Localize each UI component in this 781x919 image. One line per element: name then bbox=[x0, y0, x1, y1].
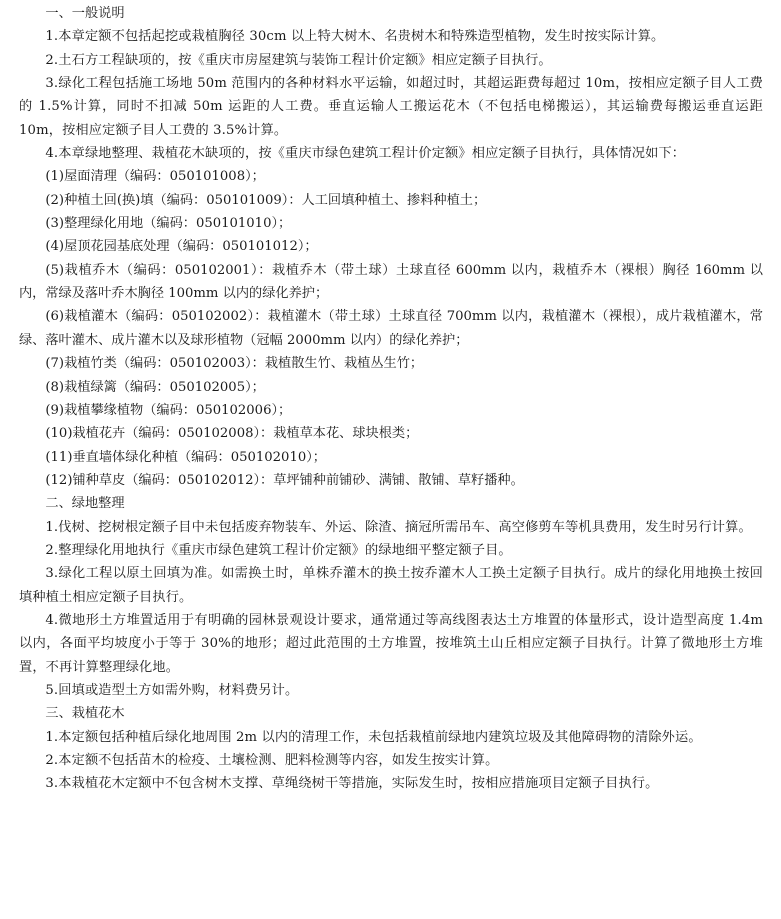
paragraph: 1.本章定额不包括起挖或栽植胸径 30cm 以上特大树木、名贵树木和特殊造型植物，发生时按实际计算。 bbox=[45, 29, 665, 45]
list-item: (9)栽植攀缘植物（编码：050102006）； bbox=[45, 402, 292, 418]
section-greenland bbox=[19, 492, 763, 702]
paragraph: 4.微地形土方堆置适用于有明确的园林景观设计要求，通常通过等高线图表达土方堆置的体量形式，设计造型高度 1.4m 以内，各面平均坡度小于等于 30%的地形；超过此范围的土方堆置，按堆筑土山丘相应定额子目执行。计算了微地形土方堆置，不再计算整理绿化地。 bbox=[19, 612, 763, 675]
list-item: (12)铺种草皮（编码：050102012）：草坪铺种前铺砂、满铺、散铺、草籽播种。 bbox=[45, 472, 524, 488]
list-item: (2)种植土回(换)填（编码：050101009）：人工回填种植土、掺料种植土； bbox=[45, 192, 487, 208]
section-general bbox=[19, 2, 763, 492]
paragraph: 3.绿化工程以原土回填为准。如需换土时，单株乔灌木的换土按乔灌木人工换土定额子目执行。成片的绿化用地换土按回填种植土相应定额子目执行。 bbox=[19, 566, 763, 605]
paragraph: 1.伐树、挖树根定额子目中未包括废弃物装车、外运、除渣、摘冠所需吊车、高空修剪车等机具费用，发生时另行计算。 bbox=[45, 519, 752, 535]
list-item: (8)栽植绿篱（编码：050102005）； bbox=[45, 379, 265, 395]
section-heading: 三、栽植花木 bbox=[45, 706, 125, 722]
paragraph: 2.本定额不包括苗木的检疫、土壤检测、肥料检测等内容，如发生按实计算。 bbox=[45, 753, 499, 768]
list-item: (11)垂直墙体绿化种植（编码：050102010）； bbox=[45, 449, 326, 465]
list-item: (6)栽植灌木（编码：050102002）：栽植灌木（带土球）土球直径 700mm 以内，栽植灌木（裸根），成片栽植灌木，常绿、落叶灌木、成片灌木以及球形植物（冠幅 2000mm 以内）的绿化养护； bbox=[19, 309, 763, 348]
paragraph: 2.土石方工程缺项的，按《重庆市房屋建筑与装饰工程计价定额》相应定额子目执行。 bbox=[45, 52, 552, 68]
paragraph: 3.绿化工程包括施工场地 50m 范围内的各种材料水平运输，如超过时，其超运距费每超过 10m，按相应定额子目人工费的 1.5%计算，同时不扣减 50m 运距的人工费。垂直运输人工搬运花木（不包括电梯搬运），其运输费每搬运垂直运距 10m，按相应定额子目人工费的 3.5%计算。 bbox=[19, 76, 763, 138]
paragraph: 4.本章绿地整理、栽植花木缺项的，按《重庆市绿色建筑工程计价定额》相应定额子目执行，具体情况如下： bbox=[45, 146, 686, 162]
paragraph: 2.整理绿化用地执行《重庆市绿色建筑工程计价定额》的绿地细平整定额子目。 bbox=[45, 542, 512, 558]
list-item: (5)栽植乔木（编码：050102001）：栽植乔木（带土球）土球直径 600mm 以内，栽植乔木（裸根）胸径 160mm 以内，常绿及落叶乔木胸径 100mm 以内的绿化养护； bbox=[19, 262, 763, 302]
list-item: (10)栽植花卉（编码：050102008）：栽植草本花、球块根类； bbox=[45, 426, 419, 442]
paragraph: 3.本栽植花木定额中不包含树木支撑、草绳绕树干等措施，实际发生时，按相应措施项目定额子目执行。 bbox=[45, 776, 659, 792]
list-item: (3)整理绿化用地（编码：050101010）； bbox=[45, 216, 292, 232]
list-item: (4)屋顶花园基底处理（编码：050101012）； bbox=[45, 239, 318, 255]
list-item: (7)栽植竹类（编码：050102003）：栽植散生竹、栽植丛生竹； bbox=[45, 356, 424, 372]
section-planting bbox=[19, 702, 763, 795]
paragraph: 1.本定额包括种植后绿化地周围 2m 以内的清理工作，未包括栽植前绿地内建筑垃圾及其他障碍物的清除外运。 bbox=[45, 729, 702, 745]
paragraph: 5.回填或造型土方如需外购，材料费另计。 bbox=[45, 682, 299, 698]
section-heading: 一、一般说明 bbox=[45, 6, 125, 21]
list-item: (1)屋面清理（编码：050101008）； bbox=[45, 169, 265, 185]
section-heading: 二、绿地整理 bbox=[45, 496, 125, 512]
